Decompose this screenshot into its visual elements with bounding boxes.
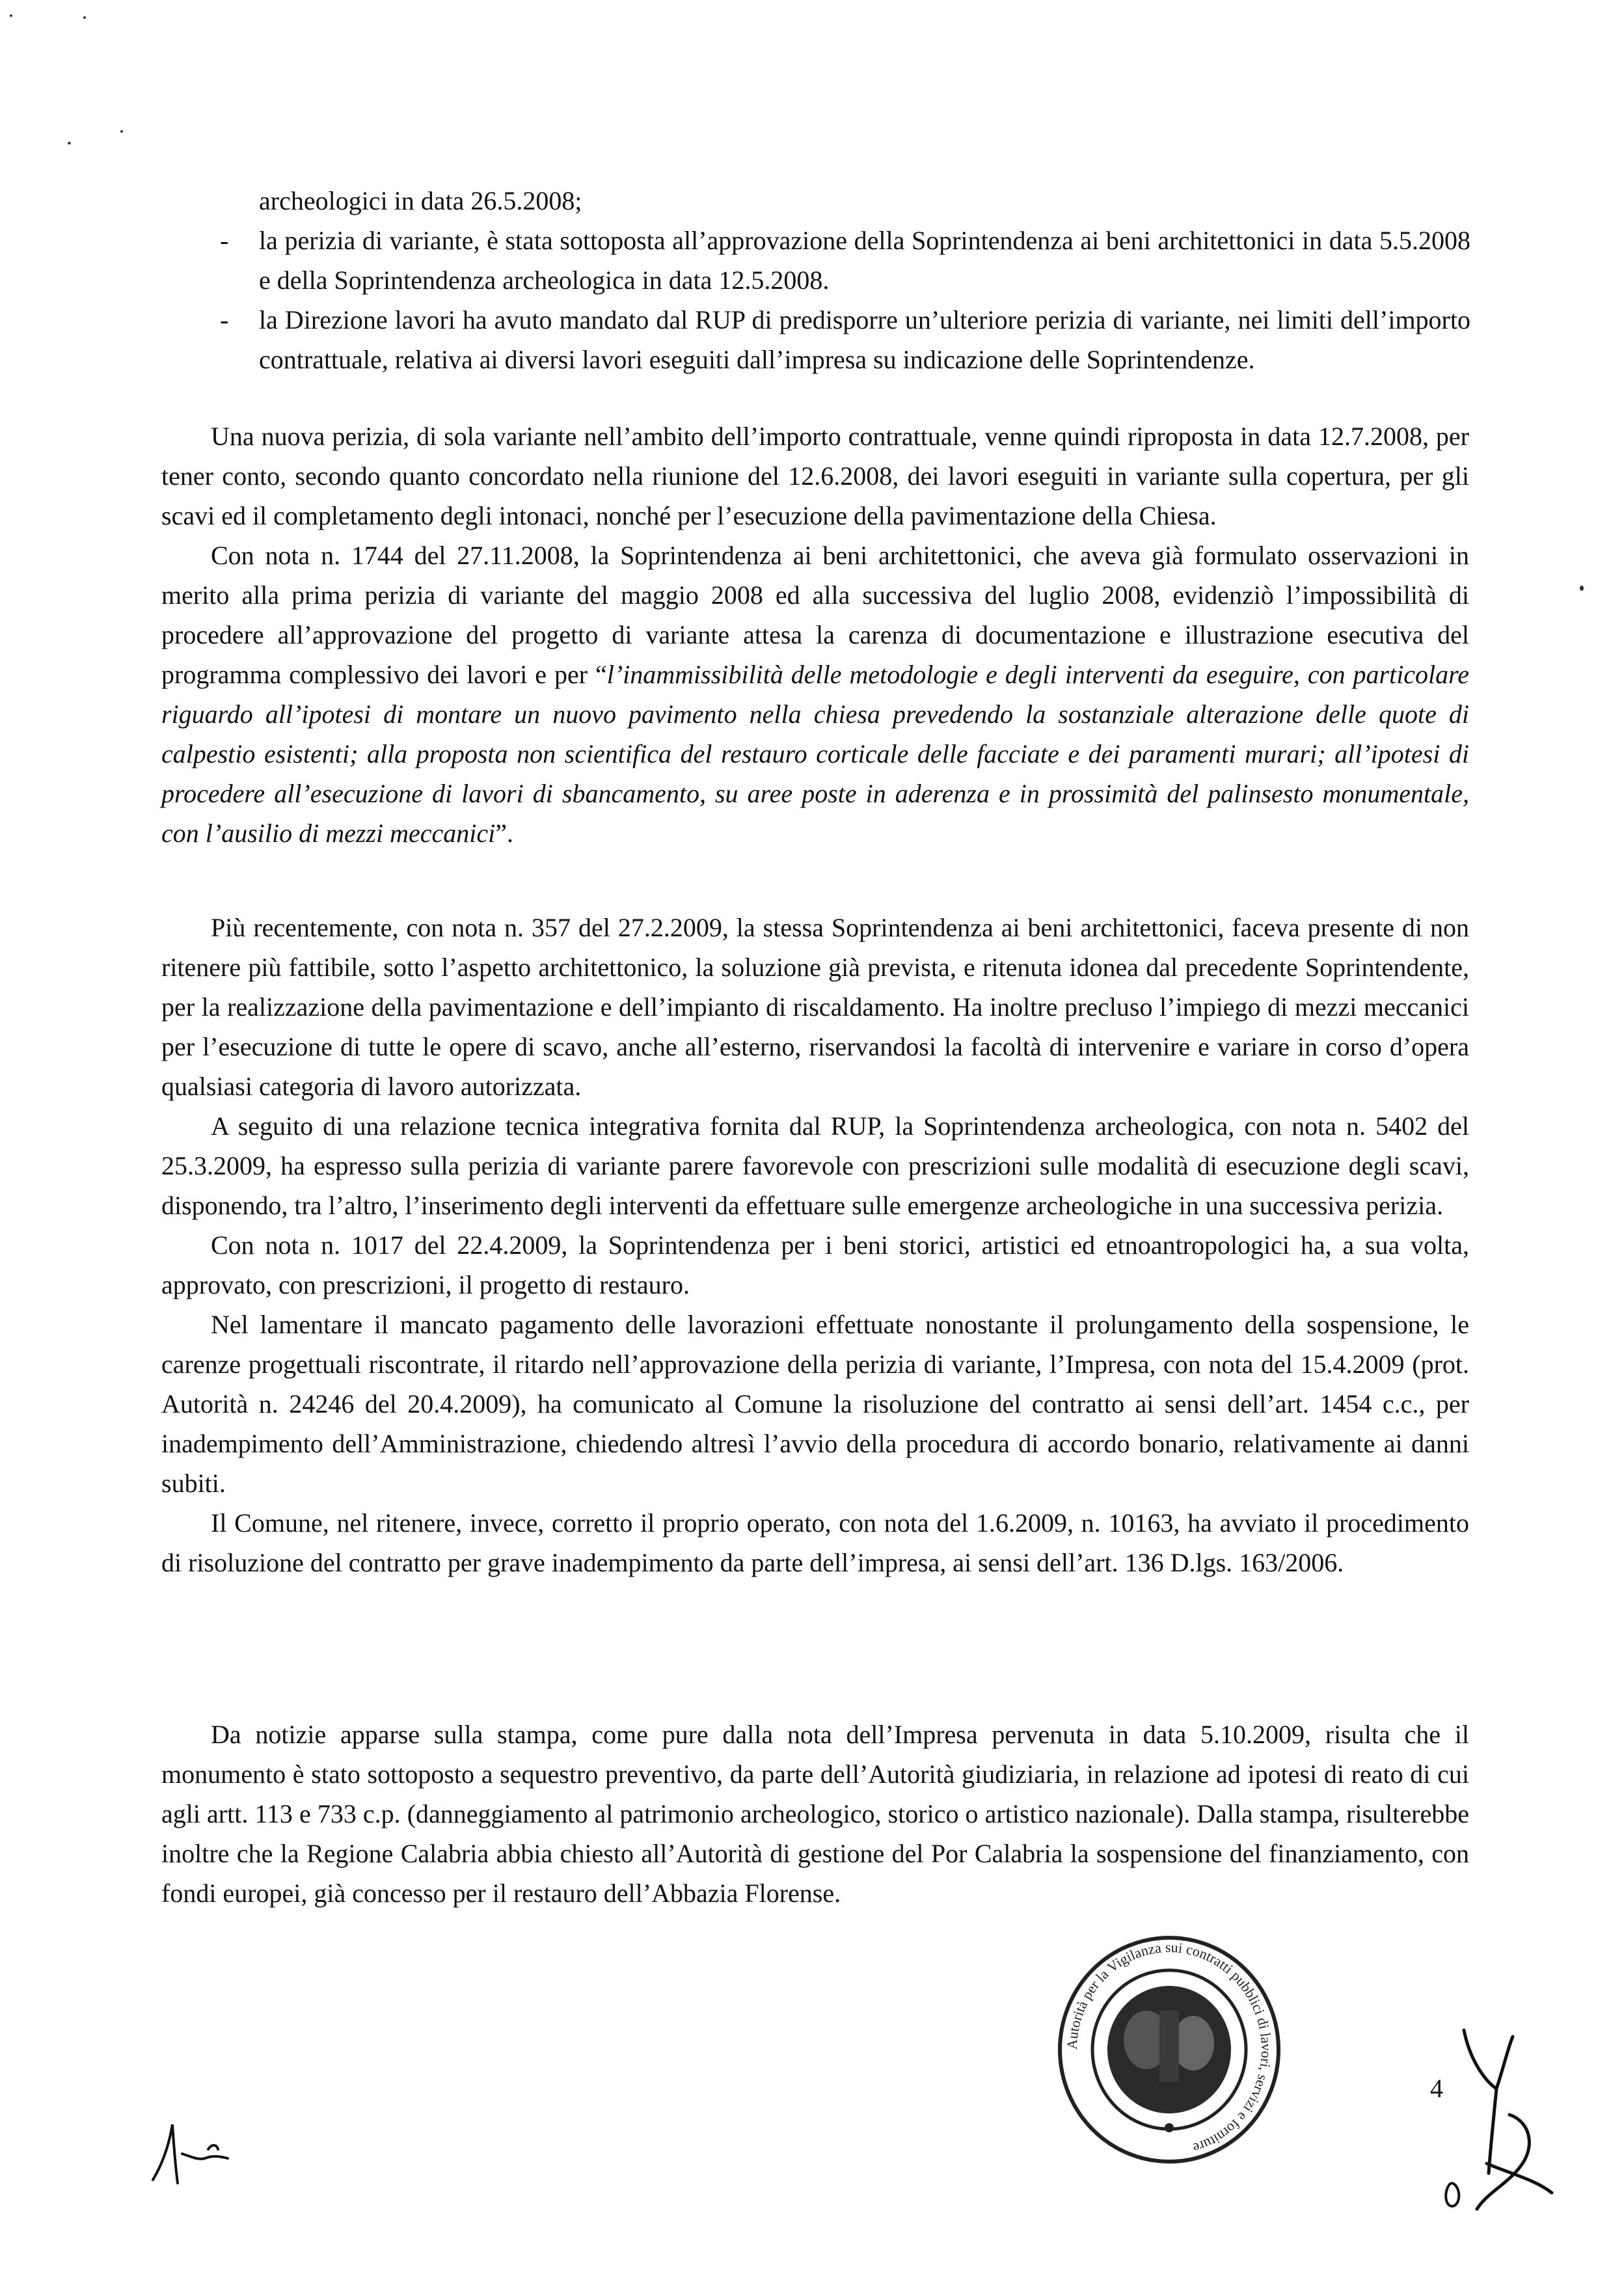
signature-graphic	[1425, 2024, 1555, 2219]
official-seal	[1049, 1933, 1290, 2167]
intro-block	[161, 181, 1470, 379]
bullet-text: la perizia di variante, è stata sottoposta all’approvazione della Soprintendenza ai beni architettonici in data 5.5.2008 e della Soprintendenza archeologica in data 12.5.2008.	[259, 226, 1470, 295]
scan-speck	[1580, 586, 1584, 591]
handwritten-initials	[146, 2118, 244, 2190]
bullet-text: la Direzione lavori ha avuto mandato dal RUP di predisporre un’ulteriore perizia di variante, nei limiti dell’importo contrattuale, relativa ai diversi lavori eseguiti dall’impresa su indicazione delle Soprintendenze.	[259, 305, 1470, 374]
paragraph: Il Comune, nel ritenere, invece, corretto il proprio operato, con nota del 1.6.2009, n. 10163, ha avviato il procedimento di risoluzione del contratto per grave inadempimento da parte dell’impresa, ai sensi dell’art. 136 D.lgs. 163/2006.	[161, 1508, 1469, 1577]
paragraph-text: Con nota n. 1744 del 27.11.2008, la Soprintendenza ai beni architettonici, che aveva già formulato osservazioni in merito alla prima perizia di variante del maggio 2008 ed alla successiva del luglio 2008, evidenziò l’impossibilità di procedere all’approvazione del progetto di variante attesa la carenza di documentazione e illustrazione esecutiva del programma complessivo dei lavori e per “	[161, 541, 1469, 689]
paragraph: Più recentemente, con nota n. 357 del 27.2.2009, la stessa Soprintendenza ai beni architettonici, faceva presente di non ritenere più fattibile, sotto l’aspetto architettonico, la soluzione già prevista, e ritenuta idonea dal precedente Soprintendente, per la realizzazione della pavimentazione e dell’impianto di riscaldamento. Ha inoltre precluso l’impiego di mezzi meccanici per l’esecuzione di tutte le opere di scavo, anche all’esterno, riservandosi la facoltà di intervenire e variare in corso d’opera qualsiasi categoria di lavoro autorizzata.	[161, 913, 1469, 1101]
scan-speck	[10, 14, 12, 17]
paragraph-with-quote	[161, 536, 1469, 853]
variante-block	[161, 416, 1469, 853]
soprintendenza-block	[161, 908, 1469, 1582]
bullet-item	[220, 221, 1470, 300]
initials-graphic	[146, 2118, 244, 2190]
stampa-block	[161, 1715, 1469, 1913]
handwritten-signature	[1425, 2024, 1555, 2219]
page-number: 4	[1430, 2074, 1443, 2103]
paragraph: Nel lamentare il mancato pagamento delle lavorazioni effettuate nonostante il prolungamento della sospensione, le carenze progettuali riscontrate, il ritardo nell’approvazione della perizia di variante, l’Impresa, con nota del 15.4.2009 (prot. Autorità n. 24246 del 20.4.2009), ha comunicato al Comune la risoluzione del contratto ai sensi dell’art. 1454 c.c., per inadempimento dell’Amministrazione, chiedendo altresì l’avvio della procedura di accordo bonario, relativamente ai danni subiti.	[161, 1310, 1469, 1498]
paragraph: Da notizie apparse sulla stampa, come pure dalla nota dell’Impresa pervenuta in data 5.10.2009, risulta che il monumento è stato sottoposto a sequestro preventivo, da parte dell’Autorità giudiziaria, in relazione ad ipotesi di reato di cui agli artt. 113 e 733 c.p. (danneggiamento al patrimonio archeologico, storico o artistico nazionale). Dalla stampa, risulterebbe inoltre che la Regione Calabria abbia chiesto all’Autorità di gestione del Por Calabria la sospensione del finanziamento, con fondi europei, già concesso per il restauro dell’Abbazia Florense.	[161, 1720, 1469, 1908]
scan-speck	[68, 142, 71, 144]
scan-speck	[120, 130, 123, 133]
bullet-item	[220, 300, 1470, 379]
paragraph: Con nota n. 1017 del 22.4.2009, la Soprintendenza per i beni storici, artistici ed etnoantropologici ha, a sua volta, approvato, con prescrizioni, il progetto di restauro.	[161, 1230, 1469, 1299]
dash-marker: -	[220, 226, 229, 255]
seal-graphic	[1049, 1933, 1290, 2167]
bullet-list	[220, 221, 1470, 379]
scan-speck	[83, 16, 86, 19]
paragraph: A seguito di una relazione tecnica integrativa fornita dal RUP, la Soprintendenza archeologica, con nota n. 5402 del 25.3.2009, ha espresso sulla perizia di variante parere favorevole con prescrizioni sulle modalità di esecuzione degli scavi, disponendo, tra l’altro, l’inserimento degli interventi da effettuare sulle emergenze archeologiche in una successiva perizia.	[161, 1111, 1469, 1220]
closing-quote: ”.	[495, 819, 513, 848]
paragraph: Una nuova perizia, di sola variante nell’ambito dell’importo contrattuale, venne quindi riproposta in data 12.7.2008, per tener conto, secondo quanto concordato nella riunione del 12.6.2008, dei lavori eseguiti in variante sulla copertura, per gli scavi ed il completamento degli intonaci, nonché per l’esecuzione della pavimentazione della Chiesa.	[161, 422, 1469, 530]
continuation-line: archeologici in data 26.5.2008;	[259, 186, 582, 215]
dash-marker: -	[220, 305, 229, 334]
seal-text: Autorità per la Vigilanza sui contratti pubblici di lavori, servizi e forniture	[1063, 1938, 1275, 2157]
quoted-text: l’inammissibilità delle metodologie e degli interventi da eseguire, con particolare riguardo all’ipotesi di montare un nuovo pavimento nella chiesa prevedendo la sostanziale alterazione delle quote di calpestio esistenti; alla proposta non scientifica del restauro corticale delle facciate e dei paramenti murari; all’ipotesi di procedere all’esecuzione di lavori di sbancamento, su aree poste in aderenza e in prossimità del palinsesto monumentale, con l’ausilio di mezzi meccanici	[161, 660, 1470, 848]
